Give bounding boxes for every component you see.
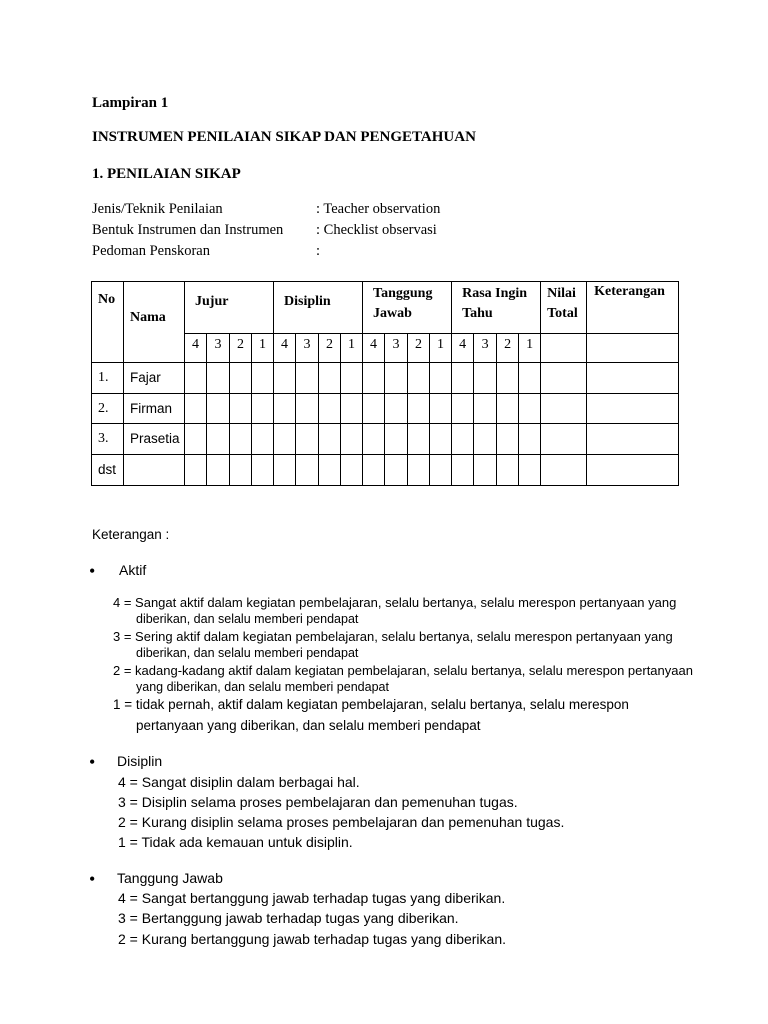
score-tanggung-4: 4 — [363, 334, 385, 363]
score-disiplin-2: 2 — [319, 334, 341, 363]
score-tanggung-3: 3 — [385, 334, 408, 363]
meta-label-jenis: Jenis/Teknik Penilaian — [92, 201, 223, 217]
bullet-icon: • — [89, 869, 96, 889]
score-tanggung-1: 1 — [430, 334, 452, 363]
header-rasa-line2: Tahu — [462, 306, 493, 321]
aktif-line: 1 = tidak pernah, aktif dalam kegiatan pembelajaran, selalu bertanya, selalu merespon — [113, 697, 629, 712]
header-tanggung-jawab — [363, 282, 452, 334]
header-keterangan: Keterangan — [587, 282, 679, 334]
score-rasa-4: 4 — [452, 334, 474, 363]
header-no: No — [92, 282, 124, 363]
header-disiplin: Disiplin — [274, 282, 363, 334]
score-disiplin-3: 3 — [296, 334, 319, 363]
aktif-line: pertanyaan yang diberikan, dan selalu memberi pendapat — [136, 718, 481, 733]
aktif-line: diberikan, dan selalu memberi pendapat — [136, 612, 359, 626]
table-row — [92, 394, 679, 424]
meta-label-bentuk: Bentuk Instrumen dan Instrumen — [92, 222, 284, 238]
header-tanggung-line1: Tanggung — [373, 286, 433, 301]
score-disiplin-1: 1 — [341, 334, 363, 363]
legend-title-disiplin: Disiplin — [117, 753, 163, 769]
header-nilai-line1: Nilai — [547, 286, 576, 301]
assessment-table — [91, 281, 679, 486]
row-number: 1. — [92, 363, 124, 394]
aktif-line: 4 = Sangat aktif dalam kegiatan pembelajaran, selalu bertanya, selalu merespon pertanyaan yang — [113, 595, 677, 610]
disiplin-line: 3 = Disiplin selama proses pembelajaran dan pemenuhan tugas. — [118, 794, 518, 810]
legend-title-tanggung-jawab: Tanggung Jawab — [117, 870, 223, 886]
aktif-line: diberikan, dan selalu memberi pendapat — [136, 646, 359, 660]
document-title: INSTRUMEN PENILAIAN SIKAP DAN PENGETAHUAN — [92, 129, 476, 145]
header-tanggung-line2: Jawab — [373, 306, 412, 321]
score-tanggung-2: 2 — [408, 334, 430, 363]
score-rasa-3: 3 — [474, 334, 497, 363]
nilai-total-empty — [541, 334, 587, 363]
appendix-label: Lampiran 1 — [92, 95, 169, 111]
row-number: dst — [92, 455, 124, 486]
header-jujur: Jujur — [185, 282, 274, 334]
score-disiplin-4: 4 — [274, 334, 296, 363]
row-number: 3. — [92, 424, 124, 455]
row-name: Fajar — [124, 363, 185, 394]
header-nilai-total — [541, 282, 587, 334]
legend-title-aktif: Aktif — [119, 562, 147, 578]
row-name — [124, 455, 185, 486]
table-row — [92, 363, 679, 394]
meta-value-bentuk: : Checklist observasi — [316, 222, 437, 238]
tanggung-line: 2 = Kurang bertanggung jawab terhadap tugas yang diberikan. — [118, 931, 507, 947]
header-row-1 — [92, 282, 679, 334]
tanggung-line: 4 = Sangat bertanggung jawab terhadap tugas yang diberikan. — [118, 890, 506, 906]
row-number: 2. — [92, 394, 124, 424]
section-heading: 1. PENILAIAN SIKAP — [92, 166, 241, 182]
keterangan-label: Keterangan : — [92, 527, 170, 542]
row-name: Firman — [124, 394, 185, 424]
score-jujur-3: 3 — [207, 334, 230, 363]
table-row — [92, 424, 679, 455]
header-rasa-ingin-tahu — [452, 282, 541, 334]
score-rasa-2: 2 — [497, 334, 519, 363]
bullet-icon: • — [89, 561, 96, 581]
score-jujur-2: 2 — [230, 334, 252, 363]
meta-label-pedoman: Pedoman Penskoran — [92, 243, 210, 259]
header-nilai-line2: Total — [547, 306, 578, 321]
disiplin-line: 1 = Tidak ada kemauan untuk disiplin. — [118, 834, 353, 850]
aktif-line: 3 = Sering aktif dalam kegiatan pembelajaran, selalu bertanya, selalu merespon pertanyaan yang — [113, 629, 673, 644]
aktif-line: yang diberikan, dan selalu memberi pendapat — [136, 680, 389, 694]
header-rasa-line1: Rasa Ingin — [462, 286, 528, 301]
header-nama: Nama — [124, 282, 185, 363]
table-row — [92, 455, 679, 486]
disiplin-line: 4 = Sangat disiplin dalam berbagai hal. — [118, 774, 360, 790]
disiplin-line: 2 = Kurang disiplin selama proses pembelajaran dan pemenuhan tugas. — [118, 814, 565, 830]
meta-value-pedoman: : — [316, 243, 321, 259]
aktif-line: 2 = kadang-kadang aktif dalam kegiatan pembelajaran, selalu bertanya, selalu merespon pertanyaan — [113, 663, 693, 678]
meta-value-jenis: : Teacher observation — [316, 201, 441, 217]
score-jujur-4: 4 — [185, 334, 207, 363]
score-rasa-1: 1 — [519, 334, 541, 363]
score-jujur-1: 1 — [252, 334, 274, 363]
keterangan-empty — [587, 334, 679, 363]
bullet-icon: • — [89, 752, 96, 772]
tanggung-line: 3 = Bertanggung jawab terhadap tugas yang diberikan. — [118, 910, 459, 926]
row-name: Prasetia — [124, 424, 185, 455]
